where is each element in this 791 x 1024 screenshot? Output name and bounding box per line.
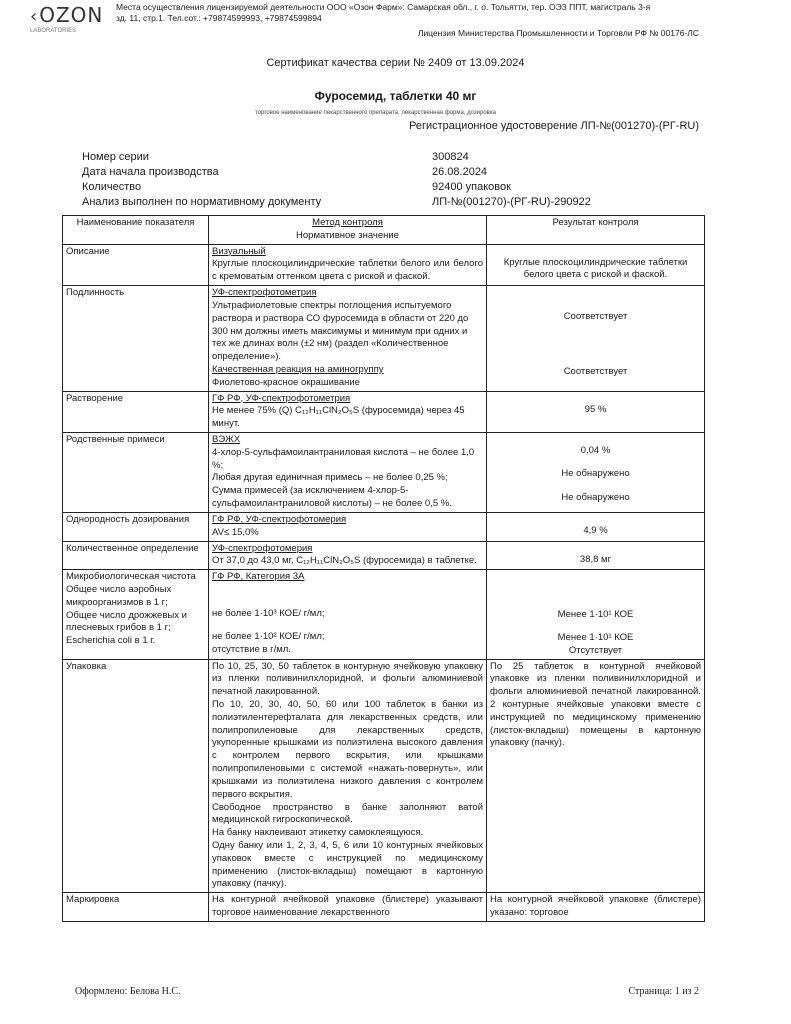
- result-text: Менее 1·10¹ КОЕ: [557, 631, 634, 643]
- row-norm: [209, 512, 487, 541]
- product-subtitle: торговое наименование лекарственного препарата, лекарственная форма, дозировка: [255, 110, 496, 116]
- norm-text: Фиолетово-красное окрашивание: [212, 376, 360, 388]
- meta-label: Дата начала производства: [82, 166, 219, 178]
- table-header-row: [63, 216, 705, 245]
- row-norm: [209, 659, 487, 893]
- result-text: Круглые плоскоцилиндрические таблетки белого цвета с риской и фаской.: [503, 256, 688, 281]
- result-text: 95 %: [584, 403, 607, 415]
- row-norm: [209, 541, 487, 570]
- header-method: [209, 216, 487, 245]
- batch-meta: [82, 150, 702, 210]
- method-label: ВЭЖХ: [212, 434, 241, 445]
- result-text: Менее 1·10¹ КОЕ: [557, 609, 634, 621]
- row-result: [487, 391, 705, 432]
- norm-text: Ультрафиолетовые спектры поглощения испытуемого раствора и раствора СО фуросемида в области от 220 до 300 нм должны иметь максимумы и минимум при одних и тех же длинах волн (±2 нм) (раздел «Количественное определение»).: [212, 299, 469, 363]
- logo-subtitle: LABORATORIES: [30, 28, 77, 35]
- norm-text: Любая другая единичная примесь – не более 0,25 %;: [212, 472, 448, 484]
- row-indicator: Маркировка: [63, 893, 209, 922]
- table-row: [63, 286, 705, 392]
- row-indicator: [63, 570, 209, 659]
- company-header: [116, 2, 716, 25]
- quality-table: [62, 215, 705, 922]
- meta-label: Анализ выполнен по нормативному документу: [82, 196, 322, 208]
- result-text: 0,04 %: [580, 445, 611, 456]
- row-result: На контурной ячейковой упаковке (блистере) указано: торговое: [487, 893, 705, 922]
- page-number: Страница: 1 из 2: [628, 986, 699, 997]
- table-row: [63, 433, 705, 513]
- meta-value: ЛП-№(001270)-(РГ-RU)-290922: [432, 196, 591, 208]
- result-text: Отсутствует: [568, 644, 623, 656]
- result-text: 38,8 мг: [579, 553, 612, 565]
- meta-value: 300824: [432, 151, 469, 163]
- row-norm: [209, 570, 487, 659]
- table-row: [63, 893, 705, 922]
- table-row: [63, 391, 705, 432]
- header-address-line1: Места осуществления лицензируемой деятельности ООО «Озон Фарм»: Самарская обл., г. о. Тольятти, тер. ОЭЗ ППТ, магистраль 3-я: [116, 2, 651, 12]
- meta-row: [82, 195, 702, 210]
- row-indicator: Описание: [63, 244, 209, 285]
- result-text: Не обнаружено: [561, 491, 630, 503]
- method-label: ГФ РФ, УФ-спектрофотометрия: [212, 392, 351, 404]
- row-indicator: Упаковка: [63, 659, 209, 893]
- indicator-sub: Общее число дрожжевых и плесневых грибов в 1 г;: [66, 609, 187, 634]
- prepared-by: Оформлено: Белова Н.С.: [75, 986, 181, 997]
- row-result: [487, 286, 705, 392]
- row-result: [487, 244, 705, 285]
- header-method-label: Метод контроля: [312, 217, 383, 228]
- row-norm: На контурной ячейковой упаковке (блистере) указывают торговое наименование лекарственного: [209, 893, 487, 922]
- header-result: Результат контроля: [487, 216, 705, 245]
- row-result: [487, 512, 705, 541]
- product-name: Фуросемид, таблетки 40 мг: [314, 89, 477, 103]
- row-indicator: Подлинность: [63, 286, 209, 392]
- norm-text: AV≤ 15,0%: [212, 526, 259, 538]
- header-indicator: Наименование показателя: [63, 216, 209, 245]
- norm-text: Сумма примесей (за исключением 4-хлор-5-сульфамоилантраниловой кислоты) – не более 0,5 %.: [212, 485, 452, 510]
- norm-text: не более 1·10² КОЕ/ г/мл;: [212, 630, 325, 642]
- norm-text: Не менее 75% (Q) C₁₂H₁₁ClN₂O₅S (фуросемида) через 45 минут.: [212, 405, 465, 430]
- logo-mark: ‹ OZON: [30, 2, 110, 29]
- norm-text: 4-хлор-5-сульфамоилантраниловая кислота – не более 1,0 %;: [212, 446, 475, 471]
- license-line: Лицензия Министерства Промышленности и Торговли РФ № 00176-ЛС: [417, 28, 699, 38]
- header-norm-label: Нормативное значение: [296, 229, 399, 241]
- indicator-sub: Общее число аэробных микроорганизмов в 1 г;: [66, 583, 172, 608]
- method-label: ГФ РФ, Категория 3А: [212, 571, 305, 583]
- row-indicator: Количественное определение: [63, 541, 209, 570]
- result-text: По 25 таблеток в контурной ячейковой упаковке из пленки поливинилхлоридной и фольги алюминиевой печатной лакированной. 2 контурные ячейковые упаковки вместе с инструкцией по медицинскому применению (листок-вкладыш) помещены в картонную упаковку (пачку).: [490, 660, 701, 749]
- certificate-title: Сертификат качества серии № 2409 от 13.09.2024: [266, 57, 525, 69]
- meta-row: [82, 150, 702, 165]
- table-row: [63, 541, 705, 570]
- norm-text: не более 1·10³ КОЕ/ г/мл;: [212, 607, 325, 619]
- indicator-sub: Escherichia coli в 1 г.: [66, 635, 156, 647]
- row-norm: [209, 286, 487, 392]
- row-norm: [209, 391, 487, 432]
- meta-value: 92400 упаковок: [432, 181, 511, 193]
- table-row: [63, 659, 705, 893]
- header-address-line2: зд. 11, стр.1. Тел.сот.: +79874599993, +79874599894: [116, 13, 322, 24]
- meta-value: 26.08.2024: [432, 166, 488, 178]
- table-row: [63, 570, 705, 659]
- row-result: [487, 570, 705, 659]
- method-label: УФ-спектрофотомерия: [212, 542, 313, 554]
- row-result: [487, 659, 705, 893]
- method-label: Качественная реакция на аминогруппу: [212, 363, 384, 375]
- norm-text: От 37,0 до 43,0 мг, C₁₂H₁₁ClN₂O₅S (фуросемида) в таблетке.: [212, 555, 477, 567]
- table-row: [63, 244, 705, 285]
- row-norm: [209, 244, 487, 285]
- meta-label: Количество: [82, 181, 142, 193]
- registration-certificate: Регистрационное удостоверение ЛП-№(001270)-(РГ-RU): [408, 120, 699, 132]
- method-label: ГФ РФ, УФ-спектрофотомерия: [212, 513, 347, 525]
- norm-text: На банку наклеивают этикетку самоклеящуюся.: [212, 827, 424, 839]
- company-logo: [30, 2, 110, 35]
- table-row: [63, 512, 705, 541]
- row-indicator: Родственные примеси: [63, 433, 209, 513]
- meta-row: [82, 165, 702, 180]
- row-result: [487, 541, 705, 570]
- indicator-title: Микробиологическая чистота: [66, 571, 196, 583]
- result-text: 4,9 %: [583, 524, 608, 536]
- norm-text: отсутствие в г/мл.: [212, 643, 291, 655]
- row-result: [487, 433, 705, 513]
- norm-text: По 10, 25, 30, 50 таблеток в контурную ячейковую упаковку из пленки поливинилхлоридной, и фольги алюминиевой печатной лакированной.: [212, 660, 483, 698]
- result-text: Не обнаружено: [561, 467, 630, 479]
- norm-text: Одну банку или 1, 2, 3, 4, 5, 6 или 10 контурных ячейковых упаковок вместе с инструкцией по медицинскому применению (листок-вкладыш) помещают в картонную упаковку (пачку).: [212, 839, 483, 890]
- norm-text: Свободное пространство в банке заполняют ватой медицинской гигроскопической.: [212, 801, 483, 826]
- method-label: Визуальный: [212, 245, 266, 257]
- row-indicator: Однородность дозирования: [63, 512, 209, 541]
- norm-text: По 10, 20, 30, 40, 50, 60 или 100 таблеток в банки из полиэтилентерефталата для лекарственных средств, или полипропиленовые для лекарственных средств, укупоренные крышками из полиэтилена высокого давления с контролем первого вскрытия, или крышками полипропиленовыми с системой «нажать-повернуть», или крышками из полиэтилена низкого давления с контролем первого вскрытия.: [212, 699, 483, 800]
- row-norm: [209, 433, 487, 513]
- meta-row: [82, 180, 702, 195]
- row-indicator: Растворение: [63, 391, 209, 432]
- meta-label: Номер серии: [82, 151, 149, 163]
- result-text: Соответствует: [563, 311, 628, 323]
- norm-text: Круглые плоскоцилиндрические таблетки белого или белого с кремоватым оттенком цвета с риской и фаской.: [212, 258, 483, 283]
- method-label: УФ-спектрофотометрия: [212, 287, 317, 299]
- result-text: Соответствует: [563, 365, 628, 377]
